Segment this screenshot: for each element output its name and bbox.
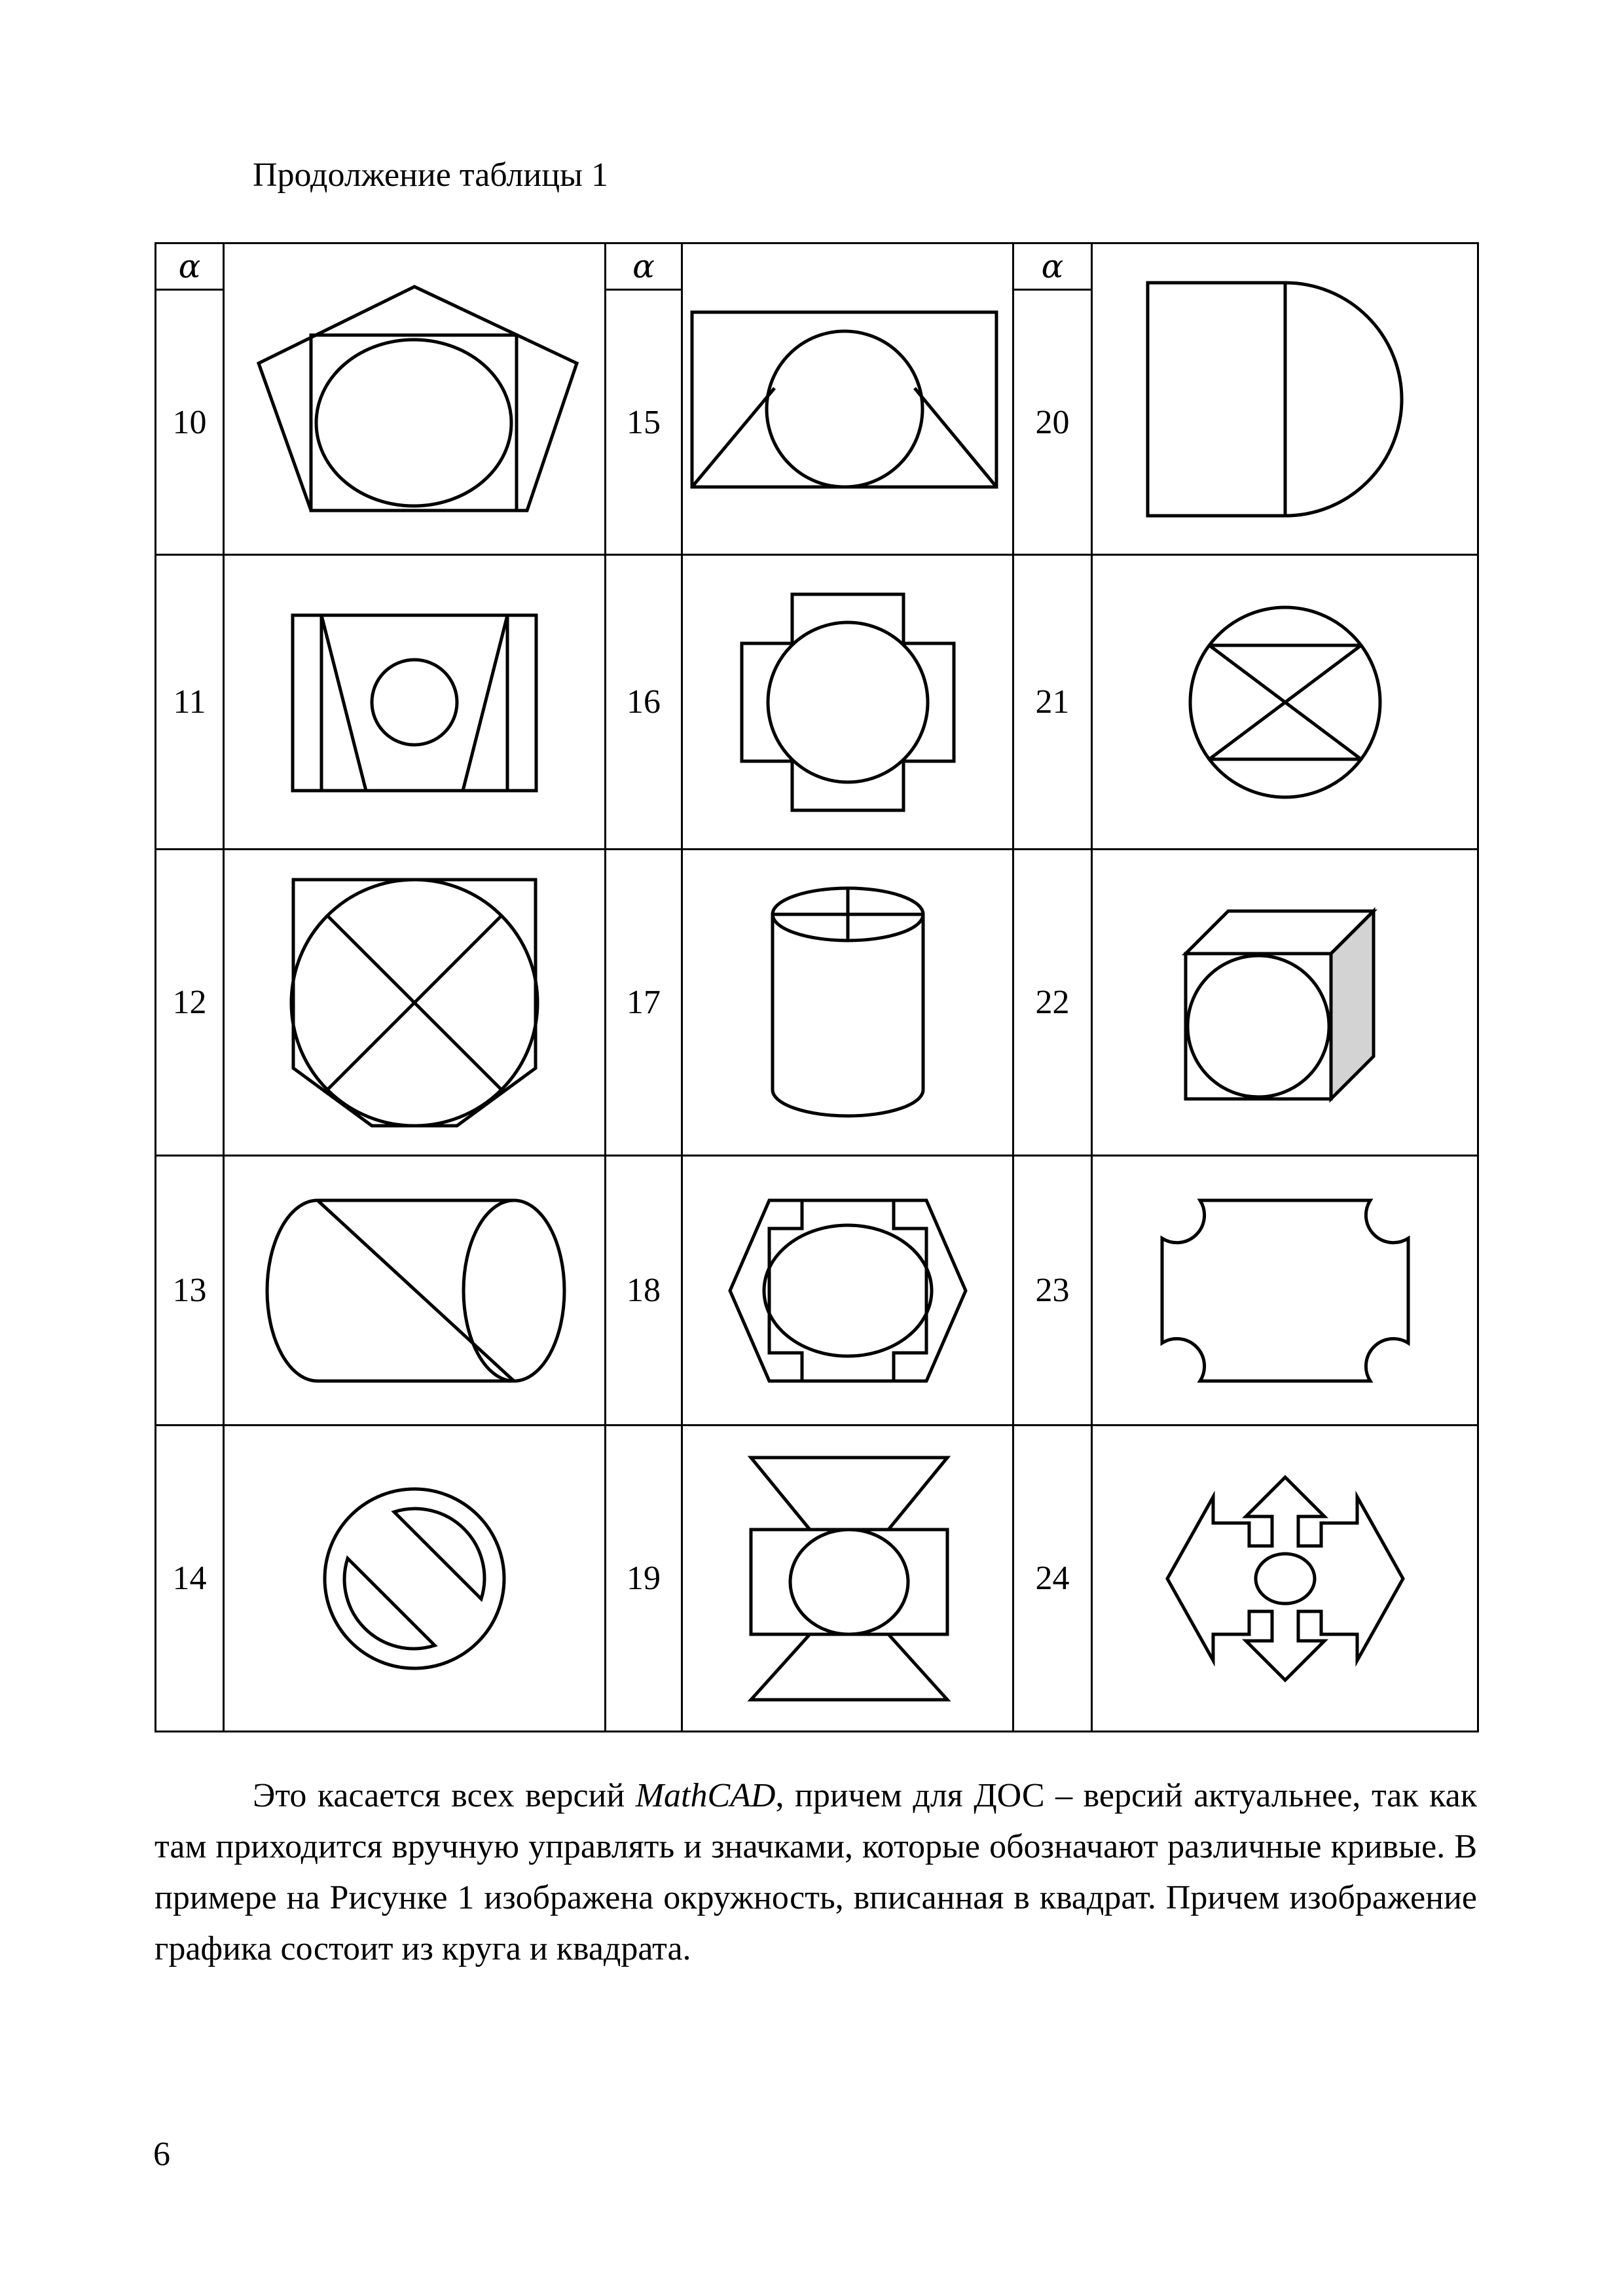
figure-cell-15 xyxy=(682,243,1013,555)
paragraph-software-name: MathCAD xyxy=(635,1777,776,1814)
variant-number: 24 xyxy=(1013,1426,1092,1732)
variant-number: 12 xyxy=(156,850,224,1156)
figure-14 xyxy=(316,1480,513,1677)
variants-table xyxy=(155,242,1479,1732)
figure-cell-19 xyxy=(682,1426,1013,1732)
page-number: 6 xyxy=(153,2136,170,2173)
figure-cell-23 xyxy=(1092,1156,1478,1426)
variant-number: 17 xyxy=(606,850,682,1156)
variant-number: 16 xyxy=(606,555,682,850)
figure-16 xyxy=(723,588,972,817)
figure-17 xyxy=(763,882,933,1124)
variant-number: 18 xyxy=(606,1156,682,1426)
figure-18 xyxy=(723,1193,972,1389)
variant-number: 11 xyxy=(156,555,224,850)
table-row xyxy=(156,243,1478,290)
body-paragraph xyxy=(155,1770,1477,1975)
figure-15 xyxy=(684,304,1012,494)
variant-header-1: α xyxy=(156,243,224,290)
figure-cell-18 xyxy=(682,1156,1013,1426)
figure-cell-10 xyxy=(224,243,606,555)
figure-cell-16 xyxy=(682,555,1013,850)
figure-21 xyxy=(1180,598,1390,807)
variant-number: 20 xyxy=(1013,290,1092,555)
figure-23 xyxy=(1154,1193,1416,1389)
figure-12 xyxy=(280,872,549,1134)
figure-cell-14 xyxy=(224,1426,606,1732)
paragraph-text-start: Это касается всех версий xyxy=(253,1777,636,1814)
variant-number: 10 xyxy=(156,290,224,555)
figure-20 xyxy=(1135,275,1436,524)
table-row xyxy=(156,1156,1478,1426)
variant-header-3: α xyxy=(1013,243,1092,290)
variant-number: 22 xyxy=(1013,850,1092,1156)
variant-number: 23 xyxy=(1013,1156,1092,1426)
table-row xyxy=(156,850,1478,1156)
figure-19 xyxy=(737,1451,959,1706)
variant-number: 14 xyxy=(156,1426,224,1732)
figure-22 xyxy=(1180,898,1390,1107)
table-row xyxy=(156,1426,1478,1732)
variant-number: 21 xyxy=(1013,555,1092,850)
figure-cell-22 xyxy=(1092,850,1478,1156)
figure-cell-21 xyxy=(1092,555,1478,850)
figure-cell-17 xyxy=(682,850,1013,1156)
figure-13 xyxy=(257,1193,572,1389)
variant-number: 15 xyxy=(606,290,682,555)
variant-number: 19 xyxy=(606,1426,682,1732)
figure-24 xyxy=(1158,1471,1413,1687)
figure-cell-20 xyxy=(1092,243,1478,555)
figure-cell-12 xyxy=(224,850,606,1156)
paragraph-text-end: , причем для ДОС – версий актуальнее, так как там приходится вручную управлять и значками, которые обозначают различные кривые. В примере на Рисунке 1 изображена окружность, вписанная в квадрат. Причем изображение графика состоит из круга и квадрата. xyxy=(155,1777,1478,1967)
figure-11 xyxy=(283,607,545,797)
table-row xyxy=(156,555,1478,850)
table-caption: Продолжение таблицы 1 xyxy=(253,156,608,194)
figure-cell-24 xyxy=(1092,1426,1478,1732)
figure-cell-11 xyxy=(224,555,606,850)
variant-number: 13 xyxy=(156,1156,224,1426)
figure-10 xyxy=(244,281,585,517)
variant-header-2: α xyxy=(606,243,682,290)
figure-cell-13 xyxy=(224,1156,606,1426)
